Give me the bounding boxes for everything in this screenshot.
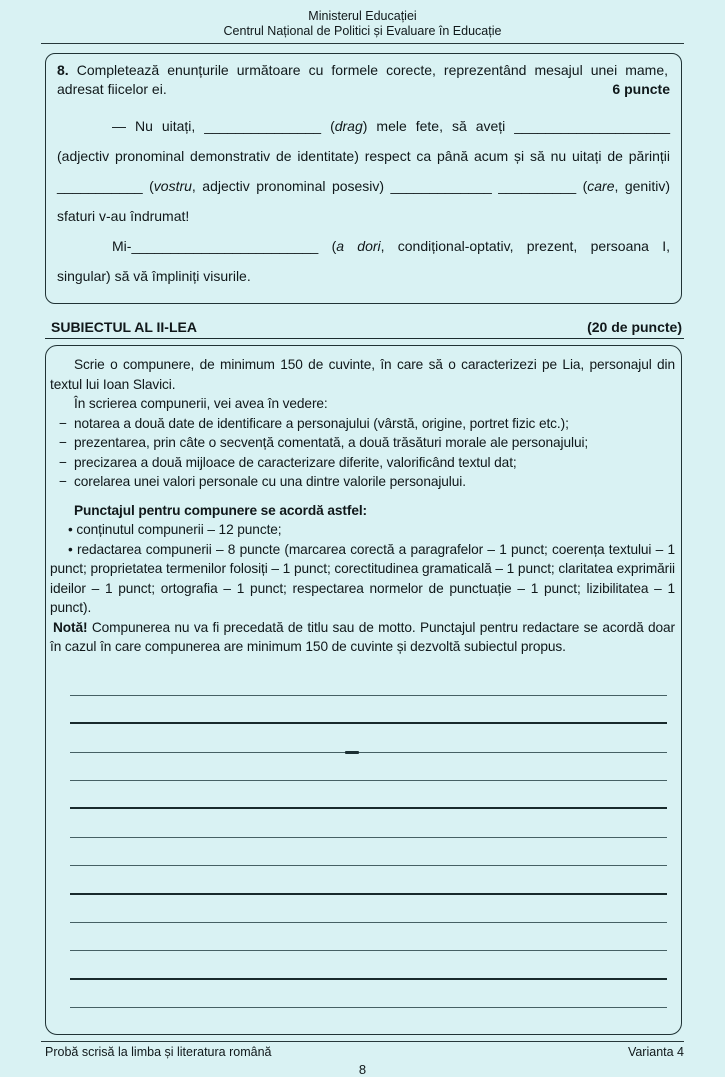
- subject-2-heading: [45, 319, 684, 339]
- blank-1: _______________: [204, 118, 322, 134]
- question-8-prompt: [57, 61, 670, 99]
- blank-6: ________________________: [131, 238, 319, 254]
- note-label: Notă!: [53, 619, 88, 635]
- fill-in-paragraph-1: — Nu uitați, _______________ (drag) mele fete, să aveți ____________________ (adjectiv pronominal demonstrativ de identitate) respect ca până acum și să nu uitați de părinții ___________ (vostru, adjectiv pronominal posesiv) _____________ __________ (care, genitiv) sfaturi v-au îndrumat!: [57, 118, 670, 224]
- requirement-item: − corelarea unei valori personale cu una dintre valorile personajului.: [50, 472, 675, 492]
- footer-variant: Varianta 4: [627, 1045, 684, 1060]
- fill-in-paragraph-2: Mi-________________________ (a dori, condițional-optativ, prezent, persoana I, singular) să vă împliniți visurile.: [57, 238, 670, 284]
- question-8-body: [57, 111, 670, 291]
- subject-2-points: (20 de puncte): [587, 319, 682, 335]
- ruled-line: [70, 696, 667, 724]
- page-header: [0, 0, 725, 39]
- note-paragraph: Notă! Compunerea nu va fi precedată de titlu sau de motto. Punctajul pentru redactare se acordă doar în cazul în care compunerea are minimum 150 de cuvinte și dezvoltă subiectul propus.: [50, 619, 675, 654]
- blank-4: _____________: [390, 178, 492, 194]
- requirement-item: − precizarea a două mijloace de caracterizare diferite, valorificând textul dat;: [50, 453, 675, 473]
- dash-bullet: −: [59, 415, 67, 431]
- blank-3: ___________: [57, 178, 143, 194]
- answer-lines: [70, 668, 667, 1009]
- page-footer: [45, 1045, 684, 1059]
- blank-2: ____________________: [514, 118, 670, 134]
- ruled-line: [70, 980, 667, 1008]
- ruled-line: [70, 838, 667, 866]
- hint-word-care: care: [587, 178, 615, 194]
- scoring-item-content: • conținutul compunerii – 12 puncte;: [68, 522, 282, 537]
- scoring-item-redaction: • redactarea compunerii – 8 puncte (marcarea corectă a paragrafelor – 1 punct; coerența textului – 1 punct; proprietatea termenilor folosiți – 1 punct; corectitudinea gramaticală – 1 punct; claritatea exprimării ideilor – 1 punct; ortografia – 1 punct; respectarea normelor de punctuație – 1 punct; lizibilitatea – 1 punct).: [50, 541, 675, 615]
- points-badge: 6 puncte: [612, 81, 670, 97]
- ruled-line: [70, 923, 667, 951]
- dash-bullet: −: [59, 435, 67, 450]
- subject-2-title: SUBIECTUL AL II-LEA: [51, 319, 197, 335]
- composition-task: Scrie o compunere, de minimum 150 de cuvinte, în care să o caracterizezi pe Lia, personajul din textul lui Ioan Slavici.: [50, 357, 675, 392]
- question-number: 8.: [57, 62, 69, 78]
- requirement-item: − notarea a două date de identificare a personajului (vârstă, origine, portret fizic etc.);: [50, 414, 675, 434]
- ruled-line: [70, 895, 667, 923]
- ruled-line: [70, 809, 667, 837]
- subject-2-box: [45, 345, 682, 1035]
- ruled-line: [70, 724, 667, 752]
- header-divider: [41, 43, 684, 44]
- page-number: 8: [358, 1062, 367, 1077]
- ruled-line: [70, 866, 667, 894]
- dash-bullet: −: [59, 454, 67, 470]
- blank-5: __________: [498, 178, 577, 194]
- composition-intro: În scrierea compunerii, vei avea în vedere:: [74, 396, 328, 411]
- hint-word-vostru: vostru: [153, 178, 192, 194]
- ruled-line: [70, 668, 667, 696]
- requirements-list: [50, 414, 675, 492]
- hint-word-a-dori: a dori: [336, 238, 381, 254]
- requirement-item: − prezentarea, prin câte o secvență comentată, a două trăsături morale ale personajului;: [50, 433, 675, 453]
- question-8-box: [45, 53, 682, 304]
- center-title: Centrul Național de Politici și Evaluare în Educație: [223, 24, 502, 38]
- footer-divider: [41, 1041, 684, 1042]
- question-text: Completează enunțurile următoare cu formele corecte, reprezentând mesajul unei mame, adresat fiicelor ei.: [57, 62, 668, 97]
- dialogue-text: — Nu uitați,: [112, 118, 205, 134]
- footer-exam-name: Probă scrisă la limba și literatura română: [45, 1045, 272, 1060]
- hint-word-drag: drag: [334, 118, 363, 134]
- ruled-line: [70, 951, 667, 979]
- ruled-line: [70, 753, 667, 781]
- ruled-line: [70, 781, 667, 809]
- dash-bullet: −: [59, 474, 67, 489]
- ministry-title: Ministerul Educației: [308, 9, 417, 23]
- scoring-title: Punctajul pentru compunere se acordă astfel:: [74, 502, 367, 518]
